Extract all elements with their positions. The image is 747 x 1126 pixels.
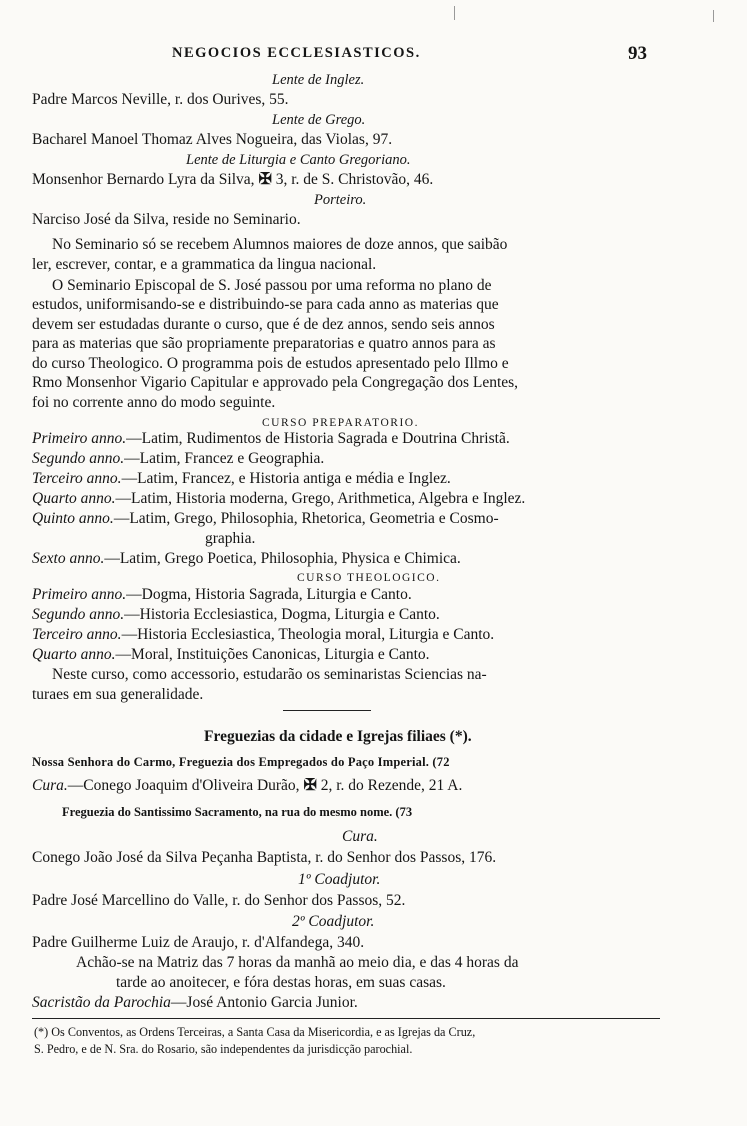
- role-heading: Lente de Liturgia e Canto Gregoriano.: [186, 152, 411, 168]
- course-year: [32, 647, 430, 663]
- course-year-subjects: —Latim, Francez, e Historia antiga e média e Inglez.: [121, 470, 451, 487]
- course-year-label: Quarto anno.: [32, 490, 116, 507]
- paragraph-line: para as materias que são propriamente preparatorias e quatro annos para as: [32, 335, 496, 352]
- parish-entry: [32, 995, 358, 1011]
- course-year-subjects: —Moral, Instituições Canonicas, Liturgia e Canto.: [115, 646, 430, 663]
- parish-entry-name: —Conego Joaquim d'Oliveira Durão,: [67, 777, 300, 794]
- section-divider: [283, 710, 371, 711]
- section-subheading: CURSO THEOLOGICO.: [297, 572, 441, 584]
- course-year-subjects: —Latim, Grego Poetica, Philosophia, Physica e Chimica.: [104, 550, 461, 567]
- section-title: Freguezias da cidade e Igrejas filiaes (*).: [204, 728, 472, 745]
- cross-icon: ✠: [258, 171, 272, 188]
- scan-speck: [454, 6, 455, 20]
- course-year-label: Segundo anno.: [32, 450, 125, 467]
- parish-entry: Padre José Marcellino do Valle, r. do Senhor dos Passos, 52.: [32, 892, 406, 909]
- course-year-subjects: —Historia Ecclesiastica, Dogma, Liturgia e Canto.: [124, 606, 440, 623]
- staff-entry: Bacharel Manoel Thomaz Alves Nogueira, das Violas, 97.: [32, 131, 393, 148]
- parish-entry: [32, 778, 462, 794]
- role-heading: Porteiro.: [314, 192, 367, 208]
- course-year: [32, 511, 499, 527]
- paragraph-line: estudos, uniformisando-se e distribuindo-se para cada anno as materias que: [32, 296, 499, 313]
- course-year-subjects: —Historia Ecclesiastica, Theologia moral, Liturgia e Canto.: [121, 626, 495, 643]
- course-year-label: Terceiro anno.: [32, 470, 122, 487]
- footnote-line: S. Pedro, e de N. Sra. do Rosario, são independentes da jurisdicção parochial.: [34, 1042, 413, 1056]
- course-year: [32, 587, 412, 603]
- parish-entry: Padre Guilherme Luiz de Araujo, r. d'Alfandega, 340.: [32, 934, 365, 951]
- course-year-subjects: —Latim, Francez e Geographia.: [124, 450, 325, 467]
- parish-role: 2º Coadjutor.: [292, 913, 375, 930]
- course-year: [32, 451, 324, 467]
- paragraph-line: devem ser estudadas durante o curso, que é de dez annos, sendo seis annos: [32, 316, 495, 333]
- paragraph-line: do curso Theologico. O programma pois de estudos apresentado pelo Illmo e: [32, 355, 509, 372]
- footnote-line: (*) Os Conventos, as Ordens Terceiras, a Santa Casa da Misericordia, e as Igrejas da Cruz,: [34, 1025, 476, 1039]
- staff-entry-address: 3, r. de S. Christovão, 46.: [275, 171, 434, 188]
- course-year-subjects: —Latim, Rudimentos de Historia Sagrada e Doutrina Christã.: [126, 430, 510, 447]
- course-year-subjects: —Latim, Grego, Philosophia, Rhetorica, Geometria e Cosmo-: [113, 510, 499, 527]
- parish-entry-name: —José Antonio Garcia Junior.: [170, 994, 358, 1011]
- course-year-label: Quarto anno.: [32, 646, 116, 663]
- paragraph-line: tarde ao anoitecer, e fóra destas horas, em suas casas.: [116, 974, 446, 991]
- parish-heading: Nossa Senhora do Carmo, Freguezia dos Empregados do Paço Imperial. (72: [32, 755, 450, 769]
- paragraph-line: foi no corrente anno do modo seguinte.: [32, 394, 276, 411]
- paragraph-line: Rmo Monsenhor Vigario Capitular e approvado pela Congregação dos Lentes,: [32, 374, 519, 391]
- course-year: [32, 431, 510, 447]
- course-year: [32, 551, 461, 567]
- course-year-label: Sexto anno.: [32, 550, 105, 567]
- course-year-subjects: —Dogma, Historia Sagrada, Liturgia e Canto.: [126, 586, 412, 603]
- staff-entry: Padre Marcos Neville, r. dos Ourives, 55.: [32, 91, 289, 108]
- parish-entry-address: 2, r. do Rezende, 21 A.: [320, 777, 463, 794]
- course-year: [32, 491, 525, 507]
- course-year-label: Quinto anno.: [32, 510, 114, 527]
- running-header-title: NEGOCIOS ECCLESIASTICOS.: [172, 45, 421, 61]
- paragraph-line: No Seminario só se recebem Alumnos maiores de doze annos, que saibão: [52, 236, 508, 253]
- page-number: 93: [628, 43, 647, 64]
- paragraph-line: turaes em sua generalidade.: [32, 686, 204, 703]
- parish-role: 1º Coadjutor.: [298, 871, 381, 888]
- parish-heading: Freguezia do Santissimo Sacramento, na rua do mesmo nome. (73: [62, 805, 413, 819]
- parish-entry: Conego João José da Silva Peçanha Baptista, r. do Senhor dos Passos, 176.: [32, 849, 497, 866]
- course-year: [32, 607, 440, 623]
- section-subheading: CURSO PREPARATORIO.: [262, 417, 419, 429]
- role-heading: Lente de Inglez.: [272, 72, 365, 88]
- footnote-divider: [32, 1018, 660, 1019]
- parish-role: Cura.: [32, 777, 68, 794]
- staff-entry: [32, 172, 433, 188]
- course-year: [32, 471, 451, 487]
- parish-role: Sacristão da Parochia: [32, 994, 171, 1011]
- course-year: [32, 627, 494, 643]
- course-year-label: Terceiro anno.: [32, 626, 122, 643]
- staff-entry: Narciso José da Silva, reside no Seminario.: [32, 211, 301, 228]
- course-year-label: Primeiro anno.: [32, 586, 127, 603]
- paragraph-line: O Seminario Episcopal de S. José passou por uma reforma no plano de: [52, 277, 492, 294]
- cross-icon: ✠: [303, 777, 317, 794]
- role-heading: Lente de Grego.: [272, 112, 366, 128]
- paragraph-line: Neste curso, como accessorio, estudarão os seminaristas Sciencias na-: [52, 666, 487, 683]
- parish-role: Cura.: [342, 828, 378, 845]
- paragraph-line: ler, escrever, contar, e a grammatica da lingua nacional.: [32, 256, 377, 273]
- scan-speck: [713, 10, 714, 22]
- course-year-subjects: —Latim, Historia moderna, Grego, Arithmetica, Algebra e Inglez.: [115, 490, 526, 507]
- staff-entry-name: Monsenhor Bernardo Lyra da Silva,: [32, 171, 255, 188]
- course-year-continuation: graphia.: [205, 530, 256, 547]
- paragraph-line: Achão-se na Matriz das 7 horas da manhã ao meio dia, e das 4 horas da: [76, 954, 519, 971]
- course-year-label: Primeiro anno.: [32, 430, 127, 447]
- course-year-label: Segundo anno.: [32, 606, 125, 623]
